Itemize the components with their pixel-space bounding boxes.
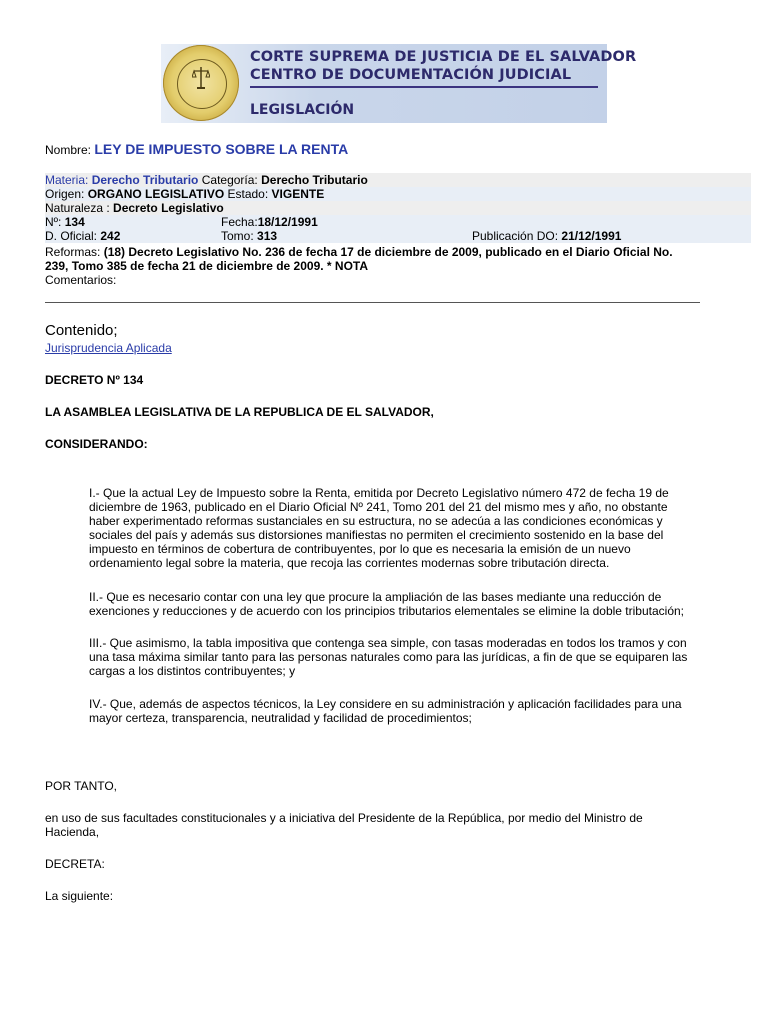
origen-value: ORGANO LEGISLATIVO bbox=[87, 187, 225, 201]
origen-row bbox=[45, 187, 324, 201]
paragraph-line: en uso de sus facultades constitucionales y a iniciativa del Presidente de la República, por medio del Ministro de bbox=[45, 811, 643, 825]
decreto-heading: DECRETO Nº 134 bbox=[45, 373, 144, 387]
paragraph-line: haber experimentado reformas sustanciales en su estructura, no se adecúa a las condiciones económicas y bbox=[89, 514, 663, 528]
considerando-paragraph-2 bbox=[89, 590, 729, 618]
tomo-label: Tomo: bbox=[221, 229, 254, 243]
considerando-paragraph-4 bbox=[89, 697, 729, 725]
numero-row bbox=[45, 215, 85, 229]
paragraph-line: II.- Que es necesario contar con una ley que procure la ampliación de las bases mediante una reducción de bbox=[89, 590, 662, 604]
considerando-paragraph-1 bbox=[89, 486, 729, 570]
court-name: CORTE SUPREMA DE JUSTICIA DE EL SALVADOR bbox=[250, 49, 637, 65]
origen-label: Origen: bbox=[45, 187, 85, 201]
doficial-cell bbox=[45, 229, 120, 243]
por-tanto: POR TANTO, bbox=[45, 779, 118, 793]
comentarios-label: Comentarios: bbox=[45, 273, 117, 287]
jurisprudencia-link[interactable]: Jurisprudencia Aplicada bbox=[45, 341, 172, 355]
considerando-paragraph-3 bbox=[89, 636, 729, 678]
categoria-value: Derecho Tributario bbox=[261, 173, 368, 187]
center-name: CENTRO DE DOCUMENTACIÓN JUDICIAL bbox=[250, 67, 572, 83]
tomo-value: 313 bbox=[257, 229, 278, 243]
oficial-row-bg bbox=[45, 229, 751, 243]
court-seal-logo bbox=[163, 45, 239, 121]
reformas-label: Reformas: bbox=[45, 245, 101, 259]
paragraph-line: I.- Que la actual Ley de Impuesto sobre la Renta, emitida por Decreto Legislativo número 472 de fecha 19 de bbox=[89, 486, 669, 500]
paragraph-line: impuesto en términos de cobertura de contribuyentes, por lo que es necesaria la emisión de un nuevo bbox=[89, 542, 631, 556]
doficial-value: 242 bbox=[100, 229, 121, 243]
fecha-label: Fecha: bbox=[221, 215, 258, 229]
naturaleza-label: Naturaleza : bbox=[45, 201, 110, 215]
considerando-heading: CONSIDERANDO: bbox=[45, 437, 148, 451]
nombre-label: Nombre: bbox=[45, 143, 92, 157]
la-siguiente: La siguiente: bbox=[45, 889, 114, 903]
decreta-heading: DECRETA: bbox=[45, 857, 105, 871]
paragraph-line: III.- Que asimismo, la tabla impositiva que contenga sea simple, con tasas moderadas en todos los tramos y con bbox=[89, 636, 687, 650]
scales-icon bbox=[192, 65, 210, 91]
estado-value: VIGENTE bbox=[271, 187, 325, 201]
reformas-line1: (18) Decreto Legislativo No. 236 de fecha 17 de diciembre de 2009, publicado en el Diario Oficial No. bbox=[103, 245, 673, 259]
publicacion-label: Publicación DO: bbox=[472, 229, 559, 243]
uso-paragraph bbox=[45, 811, 705, 839]
estado-label: Estado: bbox=[227, 187, 269, 201]
paragraph-line: cargas a los distintos contribuyentes; y bbox=[89, 664, 296, 678]
publicacion-cell bbox=[472, 229, 621, 243]
materia-label: Materia: bbox=[45, 173, 89, 187]
law-title: LEY DE IMPUESTO SOBRE LA RENTA bbox=[94, 141, 349, 157]
materia-row bbox=[45, 173, 368, 187]
doficial-label: D. Oficial: bbox=[45, 229, 98, 243]
naturaleza-value: Decreto Legislativo bbox=[113, 201, 224, 215]
materia-value: Derecho Tributario bbox=[91, 173, 199, 187]
paragraph-line: exenciones y reducciones y de acuerdo con los principios tributarios elementales se elimine la doble tributación; bbox=[89, 604, 684, 618]
nombre-row bbox=[45, 142, 348, 157]
numero-value: 134 bbox=[64, 215, 85, 229]
jurisprudencia-link-wrap bbox=[45, 341, 172, 355]
paragraph-line: una tasa máxima similar tanto para las personas naturales como para las jurídicas, a fin de que se equiparen las bbox=[89, 650, 688, 664]
paragraph-line: ordenamiento legal sobre la materia, que recoja las corrientes modernas sobre tributación directa. bbox=[89, 556, 610, 570]
paragraph-line: mayor certeza, transparencia, neutralidad y facilidad de procedimientos; bbox=[89, 711, 472, 725]
section-name: LEGISLACIÓN bbox=[250, 102, 355, 118]
fecha-value: 18/12/1991 bbox=[257, 215, 318, 229]
paragraph-line: IV.- Que, además de aspectos técnicos, la Ley considere en su administración y aplicación facilidades para una bbox=[89, 697, 682, 711]
naturaleza-row bbox=[45, 201, 224, 215]
numero-label: Nº: bbox=[45, 215, 62, 229]
paragraph-line: diciembre de 1963, publicado en el Diario Oficial Nº 241, Tomo 201 del 21 del mismo mes y año, no obstante bbox=[89, 500, 668, 514]
reformas-row bbox=[45, 245, 673, 259]
paragraph-line: Hacienda, bbox=[45, 825, 100, 839]
tomo-cell bbox=[221, 229, 277, 243]
fecha-cell bbox=[221, 215, 318, 229]
categoria-label: Categoría: bbox=[201, 173, 258, 187]
reformas-line2: 239, Tomo 385 de fecha 21 de diciembre de 2009. * NOTA bbox=[45, 259, 369, 273]
paragraph-line: sociales del país y además sus distorsiones manifiestas no permiten el crecimiento sostenido en la base del bbox=[89, 528, 664, 542]
publicacion-value: 21/12/1991 bbox=[561, 229, 622, 243]
section-divider bbox=[45, 302, 700, 303]
contenido-heading: Contenido; bbox=[45, 322, 118, 339]
header-banner bbox=[161, 44, 637, 123]
banner-divider bbox=[250, 86, 598, 88]
asamblea-heading: LA ASAMBLEA LEGISLATIVA DE LA REPUBLICA DE EL SALVADOR, bbox=[45, 405, 434, 419]
numero-row-bg bbox=[45, 215, 751, 229]
